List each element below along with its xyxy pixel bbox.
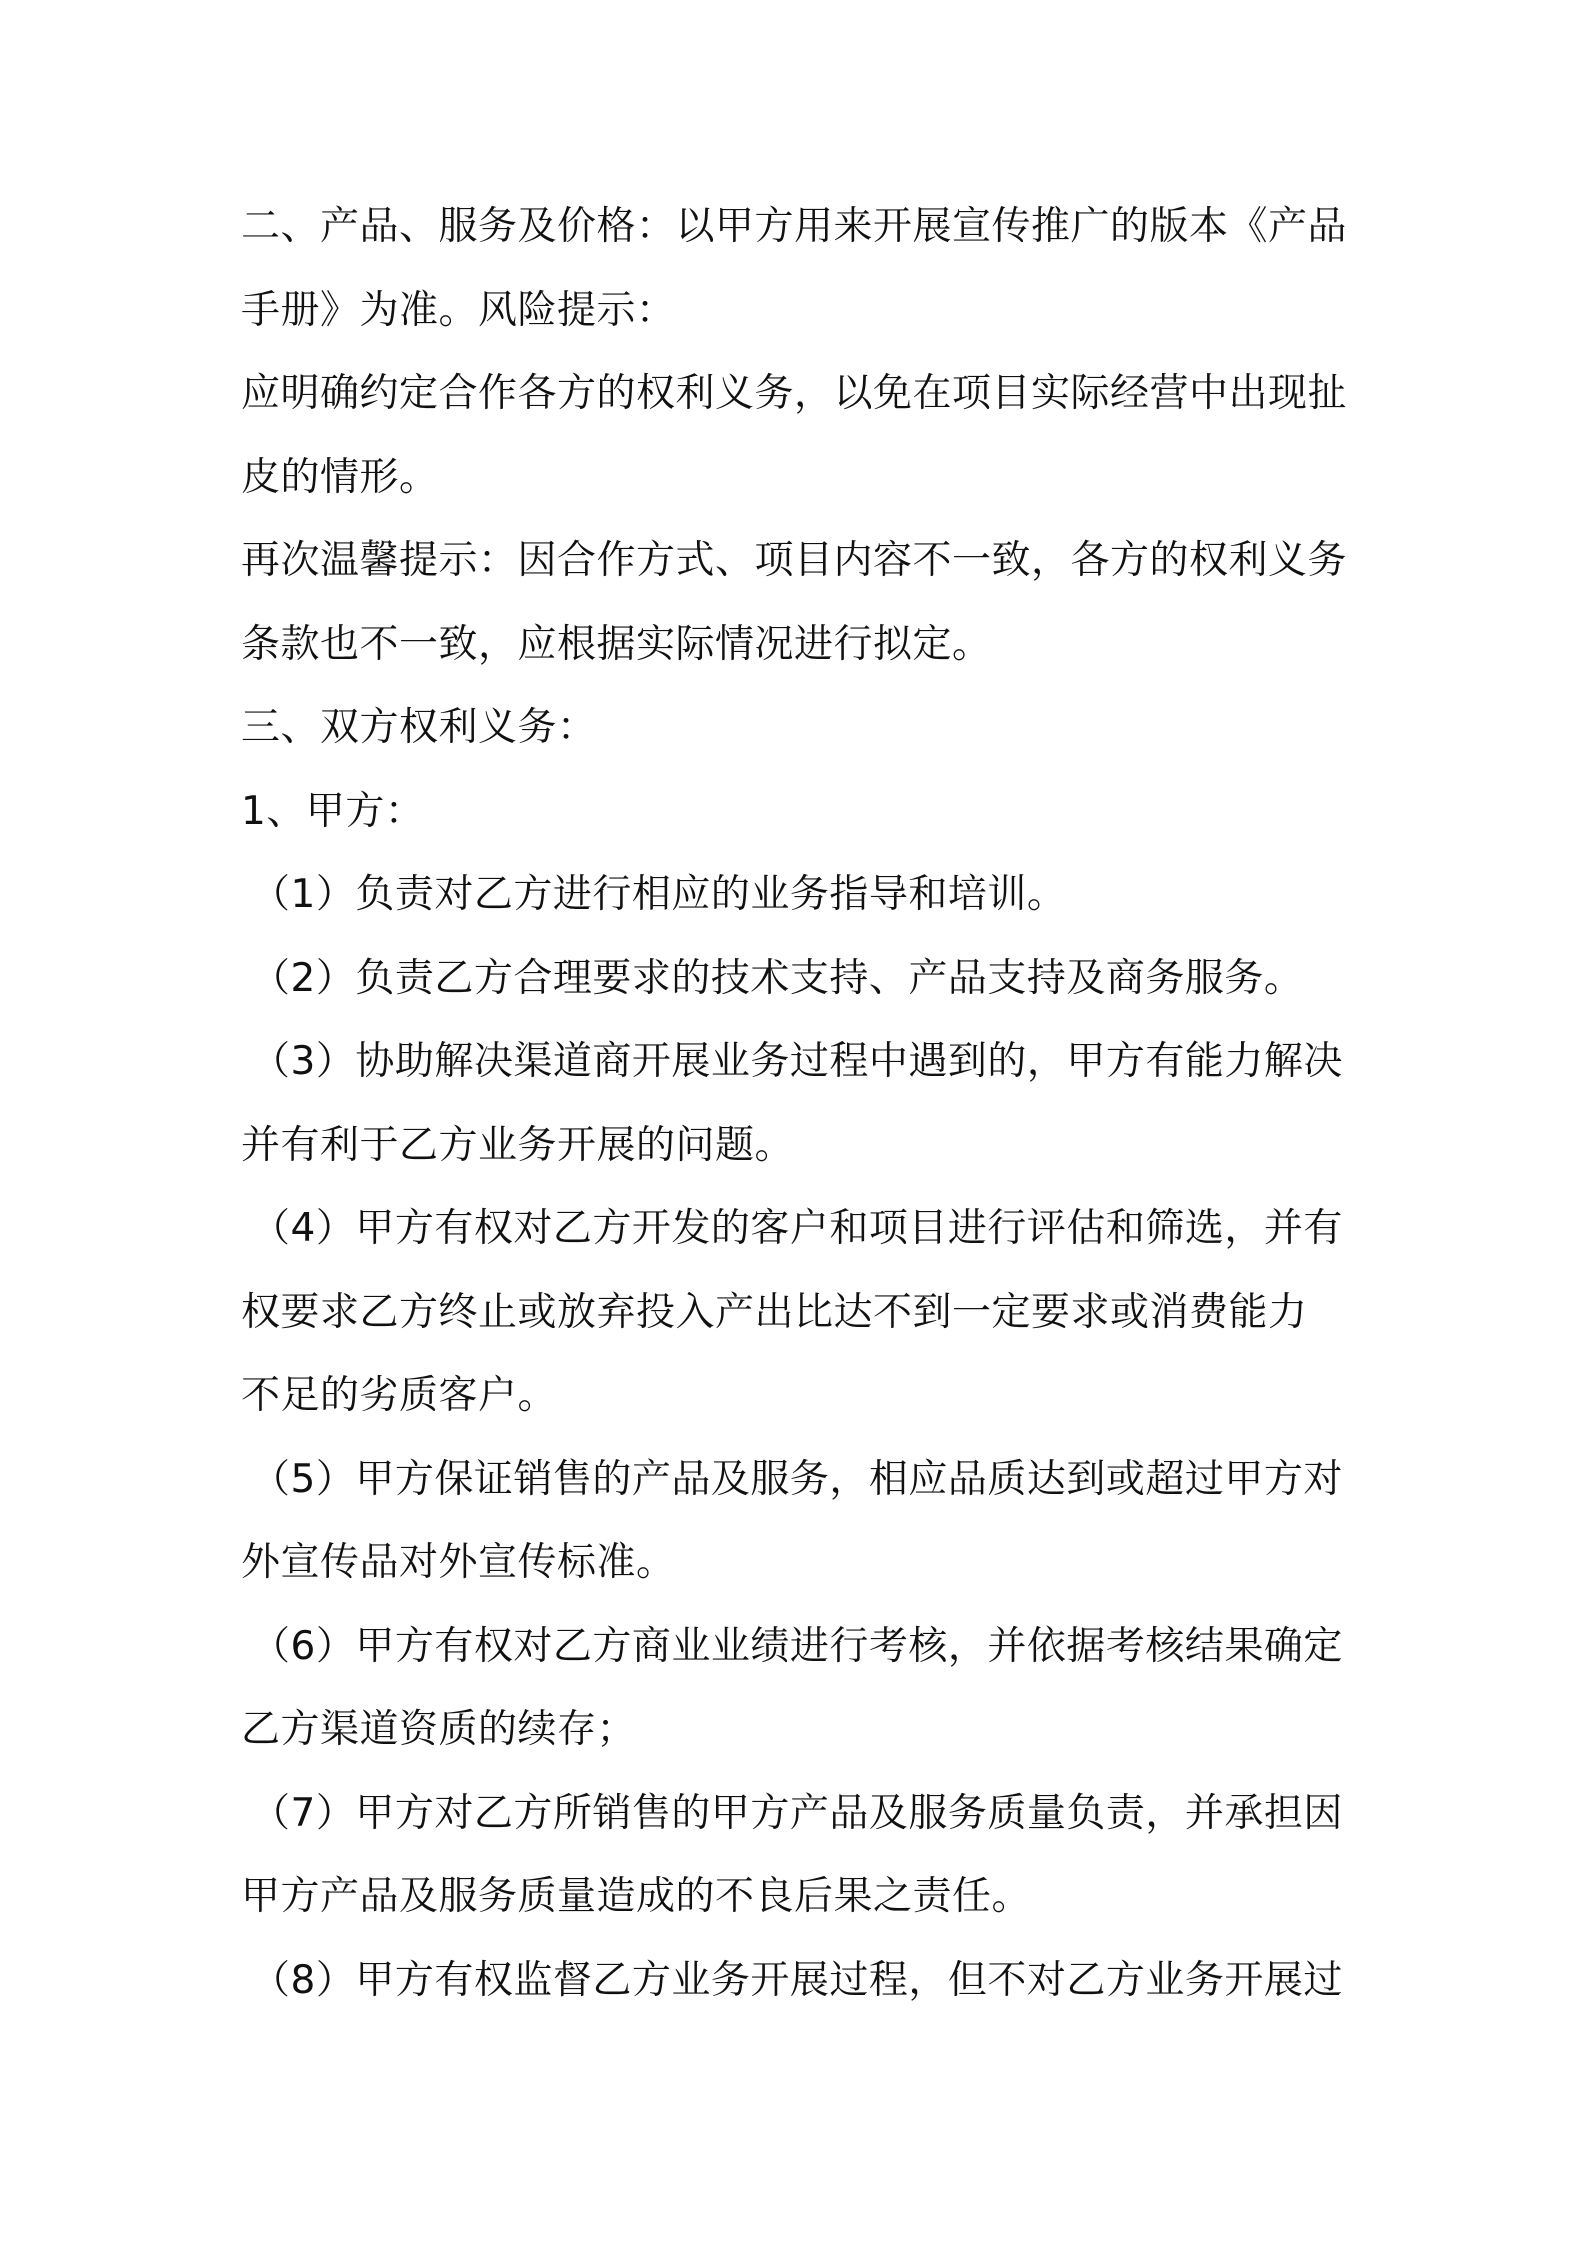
text-line: 不足的劣质客户。 <box>241 1373 558 1418</box>
text-line: 皮的情形。 <box>241 454 439 500</box>
list-item-7 <box>241 1772 1361 1939</box>
text-line: （2）负责乙方合理要求的技术支持、产品支持及商务服务。 <box>251 955 1304 1001</box>
text-line: 权要求乙方终止或放弃投入产出比达不到一定要求或消费能力 <box>241 1289 1308 1335</box>
document-body <box>241 185 1361 2022</box>
text-line: （6）甲方有权对乙方商业业绩进行考核，并依据考核结果确定 <box>251 1623 1343 1669</box>
text-line: （7）甲方对乙方所销售的甲方产品及服务质量负责，并承担因 <box>251 1790 1343 1836</box>
list-item-1 <box>251 853 1361 937</box>
text-line: 再次温馨提示：因合作方式、项目内容不一致，各方的权利义务 <box>241 538 1348 583</box>
text-line: （4）甲方有权对乙方开发的客户和项目进行评估和筛选，并有 <box>251 1206 1343 1251</box>
reminder-paragraph <box>241 519 1361 686</box>
text-line: 二、产品、服务及价格：以甲方用来开展宣传推广的版本《产品 <box>241 204 1348 249</box>
list-item-3 <box>241 1020 1361 1187</box>
rights-obligations-note-paragraph <box>241 352 1361 519</box>
text-line: 外宣传品对外宣传标准。 <box>241 1540 676 1585</box>
text-line: 乙方渠道资质的续存； <box>241 1707 637 1752</box>
text-line: （5）甲方保证销售的产品及服务，相应品质达到或超过甲方对 <box>251 1456 1343 1502</box>
list-item-5 <box>241 1438 1361 1605</box>
text-line: 手册》为准。风险提示： <box>241 287 676 333</box>
list-item-6 <box>241 1605 1361 1772</box>
text-line: 甲方产品及服务质量造成的不良后果之责任。 <box>241 1874 1032 1919</box>
list-item-2 <box>251 937 1361 1021</box>
text-line: 条款也不一致，应根据实际情况进行拟定。 <box>241 621 992 667</box>
text-line: 1、甲方： <box>241 788 425 834</box>
text-line: （8）甲方有权监督乙方业务开展过程，但不对乙方业务开展过 <box>251 1957 1343 2003</box>
text-line: 三、双方权利义务： <box>241 705 597 750</box>
text-line: （1）负责对乙方进行相应的业务指导和培训。 <box>251 872 1067 917</box>
text-line: 应明确约定合作各方的权利义务，以免在项目实际经营中出现扯 <box>241 371 1348 416</box>
text-line: 并有利于乙方业务开展的问题。 <box>241 1122 795 1168</box>
section-two-price-paragraph <box>241 185 1361 352</box>
list-item-4 <box>241 1187 1361 1438</box>
list-item-8 <box>241 1939 1361 2023</box>
text-line: （3）协助解决渠道商开展业务过程中遇到的，甲方有能力解决 <box>251 1039 1343 1084</box>
section-three-heading <box>241 686 1361 770</box>
party-a-heading <box>241 770 1361 854</box>
